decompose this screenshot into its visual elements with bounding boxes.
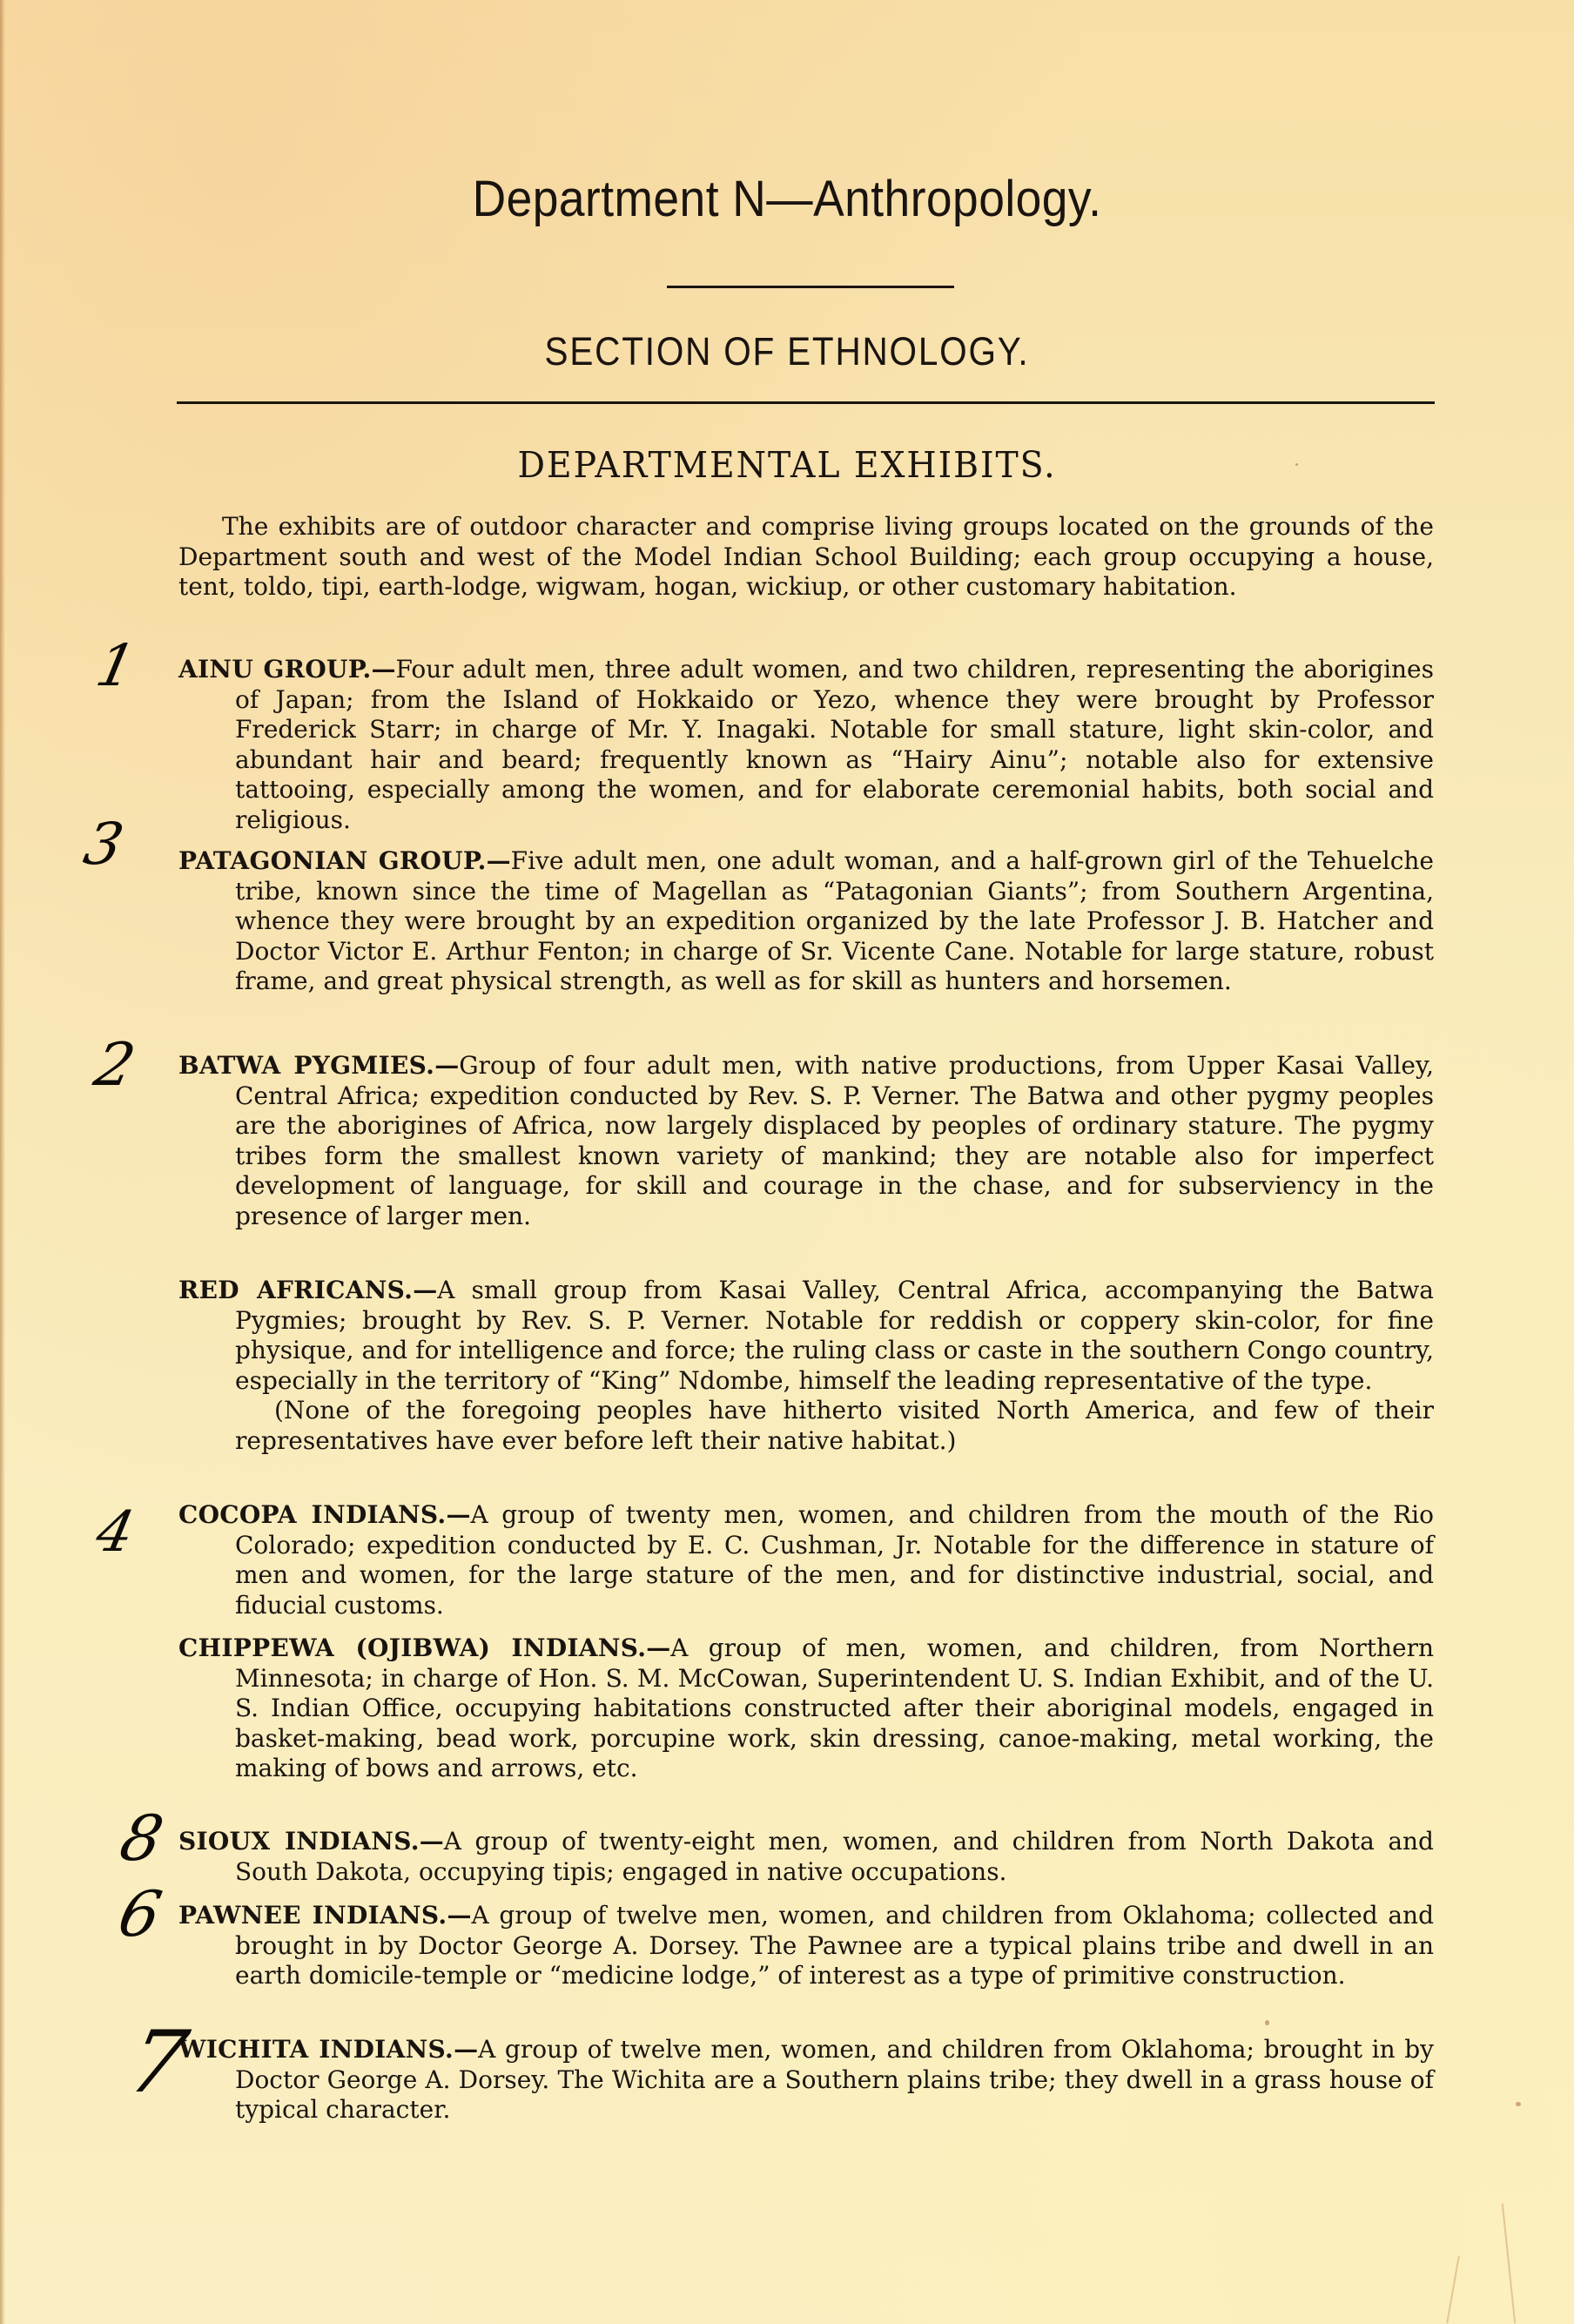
entry-separator: — — [434, 1051, 460, 1080]
entry-text: Five adult men, one adult woman, and a half-grown girl of the Tehuelche tribe, known since the time of Magellan as “Patagonian Giants”; from Southern Argentina, whence they were brought by an expedition organized by the late Professor J. B. Hatcher and Doctor Victor E. Arthur Fenton; in charge of Sr. Vicente Cane. Notable for large stature, robust frame, and great physical strength, as well as for skill as hunters and horsemen. — [235, 846, 1434, 995]
entry-chippewa — [178, 1634, 1434, 1784]
entry-note: (None of the foregoing peoples have hitherto visited North America, and few of their representatives have ever before left their native habitat.) — [235, 1396, 1434, 1455]
entry-separator: — — [454, 2035, 479, 2064]
paper-spot — [1516, 2102, 1521, 2106]
entry-batwa — [178, 1051, 1434, 1231]
entry-name: AINU GROUP. — [178, 655, 372, 684]
entry-text: A small group from Kasai Valley, Central Africa, accompanying the Batwa Pygmies; brought by Rev. S. P. Verner. Notable for reddish or coppery skin-color, for fine physique, and for intelligence and force; the ruling class or caste in the southern Congo country, especially in the territory of “King” Ndombe, himself the leading representative of the type. — [235, 1276, 1434, 1395]
entry-cocopa — [178, 1500, 1434, 1620]
department-title: Department N—Anthropology. — [472, 171, 1102, 227]
entry-text: Four adult men, three adult women, and two children, representing the aborigines of Japan; from the Island of Hokkaido or Yezo, whence they were brought by Professor Frederick Starr; in charge of Mr. Y. Inagaki. Notable for small stature, light skin-color, and abundant hair and beard; frequently known as “Hairy Ainu”; notable also for extensive tattooing, especially among the women, and for elaborate ceremonial habits, both social and religious. — [235, 655, 1434, 834]
title-divider — [667, 286, 954, 288]
entry-name: WICHITA INDIANS. — [178, 2035, 454, 2064]
entry-name: BATWA PYGMIES. — [178, 1051, 435, 1080]
entry-red-africans — [178, 1276, 1434, 1456]
entry-pawnee — [178, 1901, 1434, 1991]
handwritten-number: 2 — [88, 1031, 141, 1100]
entry-separator: — — [447, 1901, 472, 1930]
paper-crease — [1446, 2255, 1460, 2323]
handwritten-number: 7 — [119, 2013, 196, 2112]
entry-separator: — — [646, 1634, 671, 1662]
intro-paragraph: The exhibits are of outdoor character and comprise living groups located on the grounds of the Department south and west of the Model Indian School Building; each group occupying a house, tent, toldo, tipi, earth-lodge, wigwam, hogan, wickiup, or other customary habitation. — [178, 512, 1434, 601]
entry-sioux — [178, 1827, 1434, 1887]
handwritten-number: 4 — [91, 1500, 140, 1565]
section-title: SECTION OF ETHNOLOGY. — [544, 329, 1030, 374]
entry-wichita — [178, 2035, 1434, 2125]
entry-text: A group of twenty men, women, and children from the mouth of the Rio Colorado; expedition conducted by E. C. Cushman, Jr. Notable for the difference in stature of men and women, for the large stature of the men, and for distinctive industrial, social, and fiducial customs. — [235, 1500, 1434, 1620]
section-divider — [177, 401, 1435, 404]
handwritten-number: 3 — [77, 811, 130, 878]
entry-name: PATAGONIAN GROUP. — [178, 846, 487, 875]
handwritten-number: 8 — [114, 1802, 170, 1875]
entry-separator: — — [413, 1276, 438, 1304]
paper-spot — [1265, 2020, 1269, 2025]
entry-text: A group of twenty-eight men, women, and children from North Dakota and South Dakota, occupying tipis; engaged in native occupations. — [235, 1827, 1434, 1886]
entry-patagonian — [178, 846, 1434, 997]
paper-spot — [1295, 463, 1298, 466]
page-edge-shadow — [0, 0, 5, 2324]
entry-separator: — — [371, 655, 396, 684]
entry-name: RED AFRICANS. — [178, 1276, 414, 1304]
entry-text: A group of men, women, and children, from Northern Minnesota; in charge of Hon. S. M. McCowan, Superintendent U. S. Indian Exhibit, and of the U. S. Indian Office, occupying habitations constructed after their aboriginal models, engaged in basket-making, bead work, porcupine work, skin dressing, canoe-making, metal working, the making of bows and arrows, etc. — [235, 1634, 1434, 1782]
entry-ainu — [178, 655, 1434, 835]
entry-separator: — — [419, 1827, 444, 1856]
entry-text: A group of twelve men, women, and children from Oklahoma; brought in by Doctor George A. Dorsey. The Wichita are a Southern plains tribe; they dwell in a grass house of typical character. — [235, 2035, 1434, 2124]
entry-name: COCOPA INDIANS. — [178, 1500, 447, 1529]
paper-crease — [1502, 2203, 1517, 2323]
entry-separator: — — [486, 846, 511, 875]
entry-separator: — — [446, 1500, 471, 1529]
handwritten-number: 6 — [112, 1877, 168, 1950]
entry-name: SIOUX INDIANS. — [178, 1827, 420, 1856]
entry-name: PAWNEE INDIANS. — [178, 1901, 447, 1930]
entry-text: A group of twelve men, women, and children from Oklahoma; collected and brought in by Doctor George A. Dorsey. The Pawnee are a typical plains tribe and dwell in an earth domicile-temple or “medicine lodge,” of interest as a type of primitive construction. — [235, 1901, 1434, 1990]
exhibits-heading: DEPARTMENTAL EXHIBITS. — [517, 444, 1057, 486]
handwritten-number: 1 — [90, 632, 142, 699]
entry-name: CHIPPEWA (OJIBWA) INDIANS. — [178, 1634, 647, 1662]
entry-text: Group of four adult men, with native productions, from Upper Kasai Valley, Central Africa; expedition conducted by Rev. S. P. Verner. The Batwa and other pygmy peoples are the aborigines of Africa, now largely displaced by peoples of ordinary stature. The pygmy tribes form the smallest known variety of mankind; they are notable also for imperfect development of language, for skill and courage in the chase, and for subserviency in the presence of larger men. — [235, 1051, 1434, 1230]
